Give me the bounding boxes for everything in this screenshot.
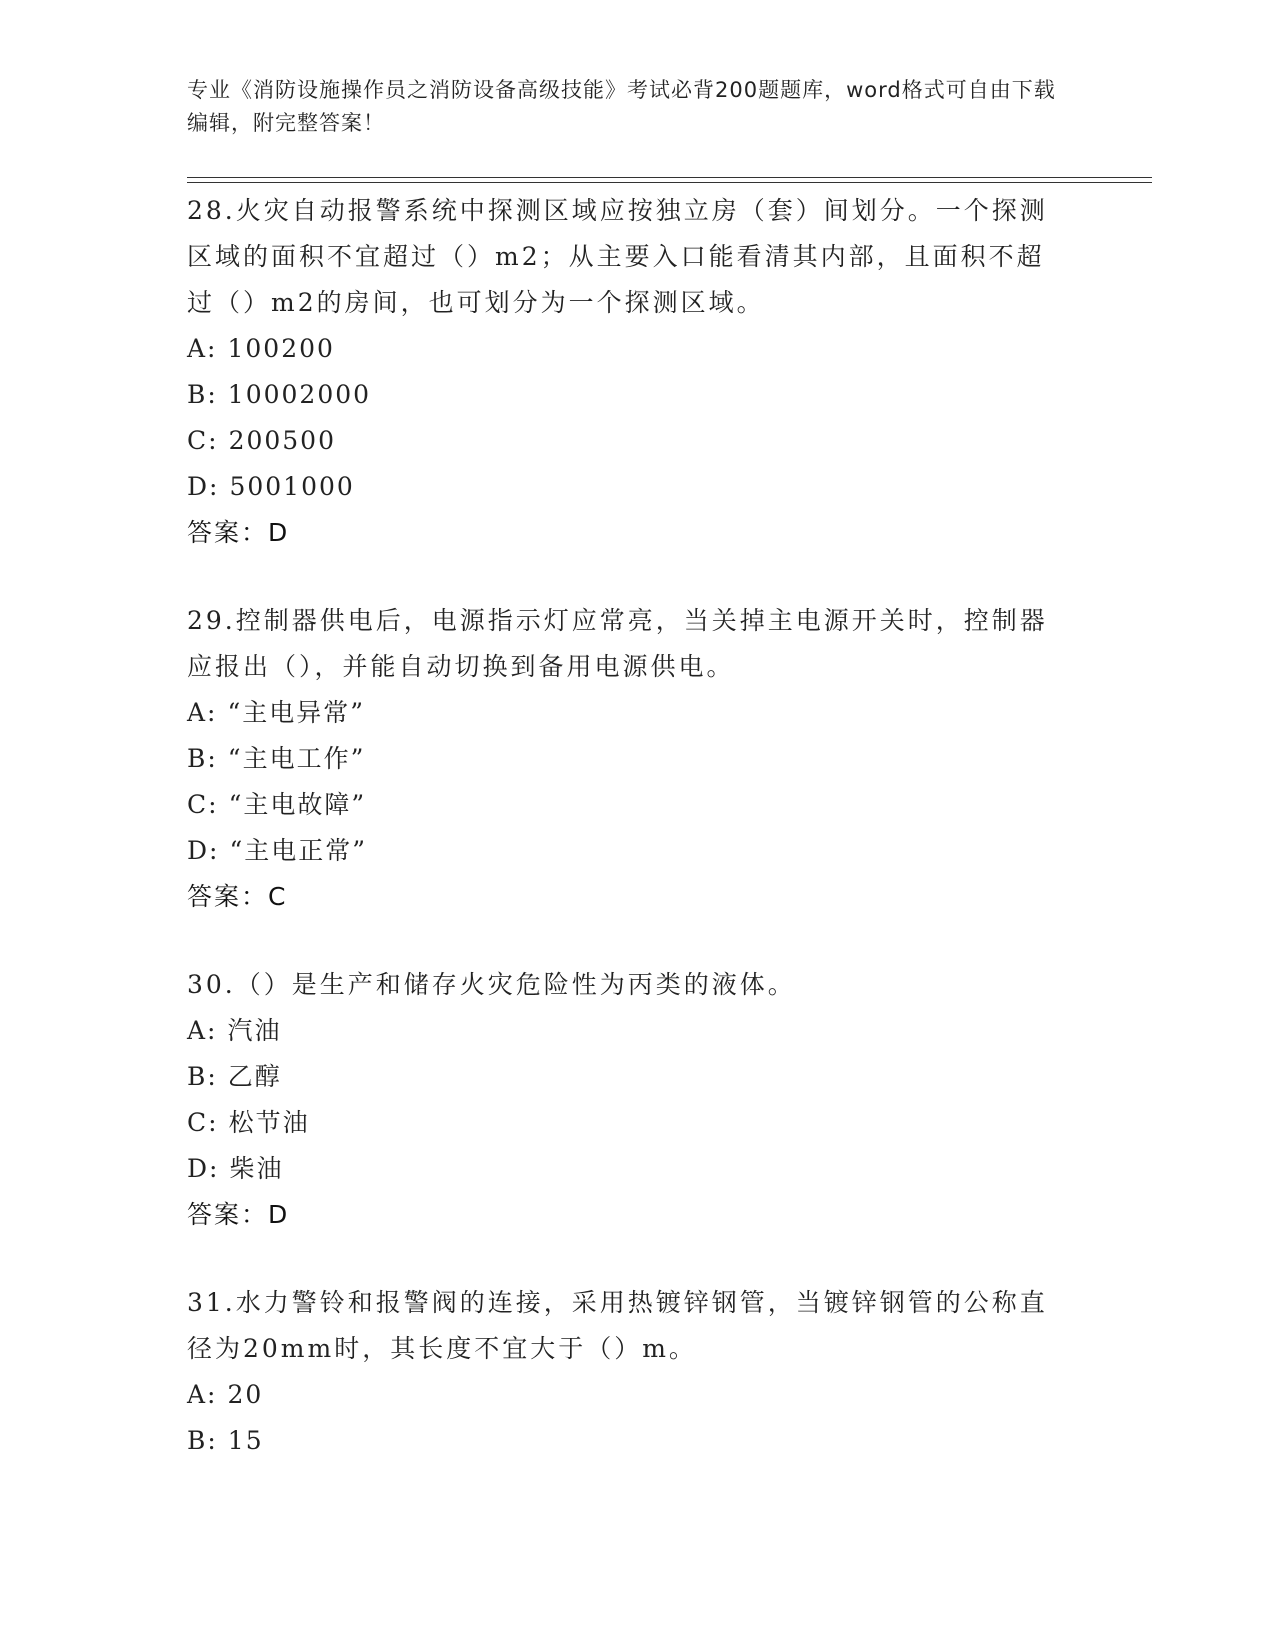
option-key: D:	[187, 1154, 220, 1183]
option-key: B:	[187, 1062, 218, 1091]
option-key: A:	[187, 1016, 218, 1045]
option-value: 15	[227, 1426, 264, 1455]
option-value: 松节油	[228, 1108, 310, 1137]
option-value: 20	[227, 1380, 264, 1409]
option-key: C:	[187, 790, 219, 819]
option-value: “主电故障”	[228, 790, 367, 819]
question-29	[187, 598, 1067, 920]
option-value: 5001000	[229, 472, 355, 501]
question-text: 29.控制器供电后，电源指示灯应常亮，当关掉主电源开关时，控制器应报出（），并能自动切换到备用电源供电。	[187, 606, 1048, 681]
option-b	[187, 736, 1067, 782]
answer-line	[187, 874, 1067, 920]
option-value: 汽油	[227, 1016, 282, 1045]
question-text: 30.（）是生产和储存火灾危险性为丙类的液体。	[187, 970, 796, 999]
answer-label: 答案：	[187, 882, 269, 911]
option-value: “主电异常”	[227, 698, 366, 727]
option-c	[187, 418, 1067, 464]
option-key: B:	[187, 744, 218, 773]
option-value: 100200	[227, 334, 335, 363]
answer-line	[187, 1192, 1067, 1238]
option-key: A:	[187, 698, 218, 727]
question-28	[187, 188, 1067, 556]
option-key: A:	[187, 334, 218, 363]
answer-line	[187, 510, 1067, 556]
option-a	[187, 1008, 1067, 1054]
option-key: C:	[187, 426, 219, 455]
option-key: B:	[187, 1426, 218, 1455]
answer-label: 答案：	[187, 518, 269, 547]
header-divider-top	[187, 177, 1152, 178]
option-c	[187, 782, 1067, 828]
option-d	[187, 464, 1067, 510]
option-d	[187, 828, 1067, 874]
option-value: “主电工作”	[227, 744, 366, 773]
question-text: 31.水力警铃和报警阀的连接，采用热镀锌钢管，当镀锌钢管的公称直径为20mm时，其长度不宜大于（）m。	[187, 1288, 1048, 1363]
option-value: “主电正常”	[229, 836, 368, 865]
answer-value: C	[268, 882, 286, 911]
answer-label: 答案：	[187, 1200, 269, 1229]
header-divider-bottom	[187, 182, 1152, 183]
answer-value: D	[268, 1200, 288, 1229]
option-key: D:	[187, 472, 220, 501]
option-a	[187, 326, 1067, 372]
option-b	[187, 1418, 1067, 1464]
option-value: 200500	[228, 426, 336, 455]
option-d	[187, 1146, 1067, 1192]
option-b	[187, 1054, 1067, 1100]
option-value: 乙醇	[227, 1062, 282, 1091]
option-key: A:	[187, 1380, 218, 1409]
answer-value: D	[268, 518, 288, 547]
question-text: 28.火灾自动报警系统中探测区域应按独立房（套）间划分。一个探测区域的面积不宜超过（）m2；从主要入口能看清其内部，且面积不超过（）m2的房间，也可划分为一个探测区域。	[187, 196, 1048, 317]
option-a	[187, 1372, 1067, 1418]
option-value: 10002000	[227, 380, 372, 409]
document-header: 专业《消防设施操作员之消防设备高级技能》考试必背200题题库，word格式可自由下载编辑，附完整答案！	[187, 78, 1056, 135]
option-c	[187, 1100, 1067, 1146]
option-key: C:	[187, 1108, 219, 1137]
option-b	[187, 372, 1067, 418]
option-a	[187, 690, 1067, 736]
option-key: D:	[187, 836, 220, 865]
question-31	[187, 1280, 1067, 1464]
question-30	[187, 962, 1067, 1238]
option-key: B:	[187, 380, 218, 409]
option-value: 柴油	[229, 1154, 284, 1183]
